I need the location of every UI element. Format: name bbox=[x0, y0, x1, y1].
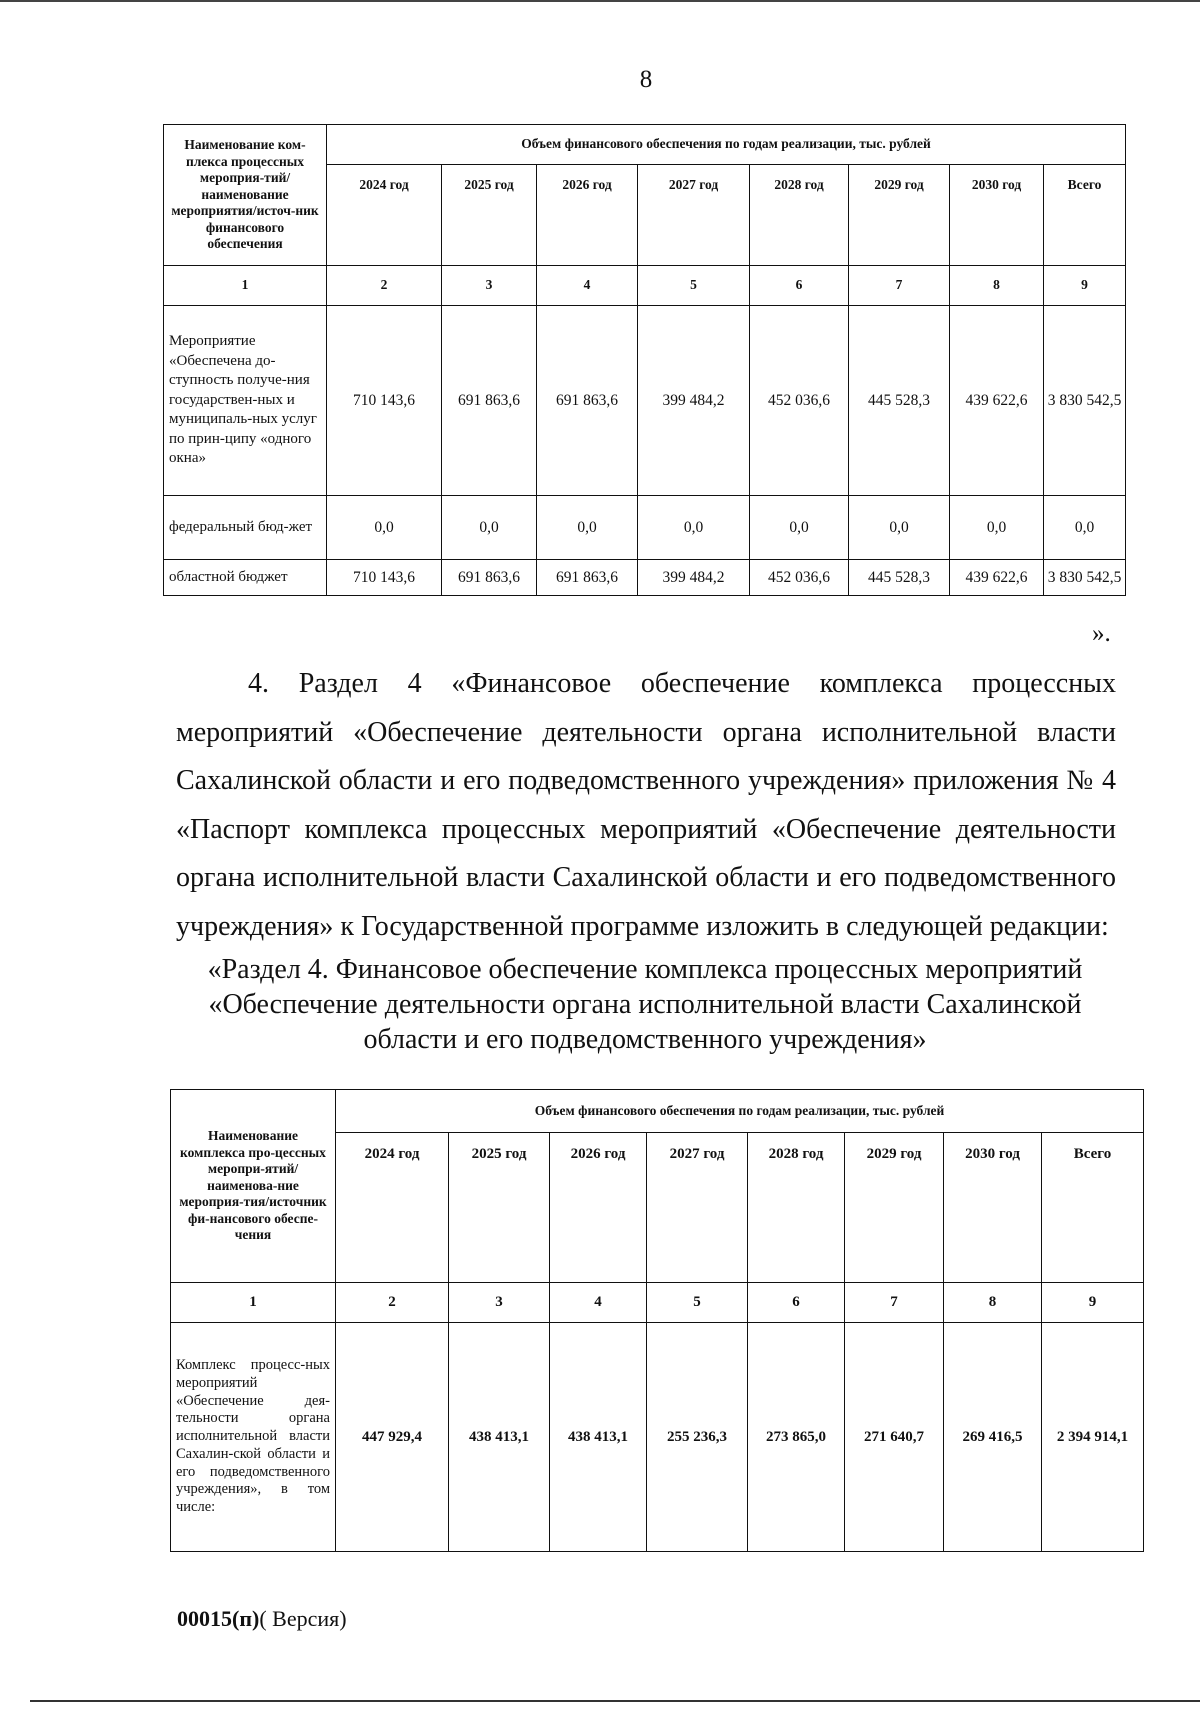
row-value: 273 865,0 bbox=[748, 1323, 845, 1552]
column-number: 8 bbox=[944, 1283, 1042, 1323]
column-number: 9 bbox=[1044, 266, 1126, 306]
column-number: 7 bbox=[845, 1283, 944, 1323]
column-number: 6 bbox=[748, 1283, 845, 1323]
total-header: Всего bbox=[1042, 1133, 1144, 1283]
table-row bbox=[171, 1323, 1144, 1552]
column-number: 1 bbox=[164, 266, 327, 306]
column-number: 1 bbox=[171, 1283, 336, 1323]
column-number: 4 bbox=[537, 266, 638, 306]
row-value: 447 929,4 bbox=[336, 1323, 449, 1552]
column-number: 4 bbox=[550, 1283, 647, 1323]
row-value: 691 863,6 bbox=[537, 306, 638, 496]
financing-table-1 bbox=[163, 124, 1126, 596]
column-number: 7 bbox=[849, 266, 950, 306]
row-value: 0,0 bbox=[849, 496, 950, 560]
row-value: 399 484,2 bbox=[638, 306, 750, 496]
row-value: 269 416,5 bbox=[944, 1323, 1042, 1552]
year-header: 2025 год bbox=[442, 165, 537, 266]
row-name: Комплекс процесс-ных мероприятий «Обеспечение дея-тельности органа исполнительной власти Сахалин-ской области и его подведомственного учреждения», в том числе: bbox=[171, 1323, 336, 1552]
page-number: 8 bbox=[639, 66, 653, 93]
row-value: 0,0 bbox=[537, 496, 638, 560]
row-value: 691 863,6 bbox=[442, 560, 537, 596]
year-header: 2030 год bbox=[944, 1133, 1042, 1283]
year-header: 2029 год bbox=[845, 1133, 944, 1283]
year-header: 2030 год bbox=[950, 165, 1044, 266]
row-value: 255 236,3 bbox=[647, 1323, 748, 1552]
section-title-line: «Обеспечение деятельности органа исполнительной власти Сахалинской bbox=[208, 989, 1082, 1020]
section-title-line: «Раздел 4. Финансовое обеспечение комплекса процессных мероприятий bbox=[207, 954, 1083, 985]
row-value: 0,0 bbox=[1044, 496, 1126, 560]
financing-table-2 bbox=[170, 1089, 1144, 1552]
row-value: 452 036,6 bbox=[750, 306, 849, 496]
year-header: 2026 год bbox=[537, 165, 638, 266]
document-code-number: 00015(п) bbox=[177, 1606, 260, 1631]
column-number: 3 bbox=[449, 1283, 550, 1323]
row-value: 452 036,6 bbox=[750, 560, 849, 596]
row-value: 439 622,6 bbox=[950, 306, 1044, 496]
column-number: 9 bbox=[1042, 1283, 1144, 1323]
row-value: 710 143,6 bbox=[327, 306, 442, 496]
row-value: 3 830 542,5 bbox=[1044, 560, 1126, 596]
amendment-paragraph bbox=[176, 660, 1116, 951]
year-header: 2024 год bbox=[336, 1133, 449, 1283]
column-number: 8 bbox=[950, 266, 1044, 306]
row-value: 0,0 bbox=[638, 496, 750, 560]
table-row bbox=[164, 560, 1126, 596]
column-number: 5 bbox=[647, 1283, 748, 1323]
document-version: ( Версия) bbox=[259, 1606, 347, 1631]
row-value: 438 413,1 bbox=[449, 1323, 550, 1552]
closing-quote: ». bbox=[1092, 620, 1111, 647]
scan-edge-top bbox=[0, 0, 1200, 2]
column-number: 3 bbox=[442, 266, 537, 306]
row-name: областной бюджет bbox=[164, 560, 327, 596]
row-value: 2 394 914,1 bbox=[1042, 1323, 1144, 1552]
volume-header: Объем финансового обеспечения по годам реализации, тыс. рублей bbox=[336, 1090, 1144, 1133]
paragraph-line: учреждения» к Государственной программе изложить в следующей редакции: bbox=[176, 910, 1109, 942]
year-header: 2027 год bbox=[638, 165, 750, 266]
year-header: 2026 год bbox=[550, 1133, 647, 1283]
row-value: 0,0 bbox=[327, 496, 442, 560]
row-name: федеральный бюд-жет bbox=[164, 496, 327, 560]
year-header: 2025 год bbox=[449, 1133, 550, 1283]
row-value: 438 413,1 bbox=[550, 1323, 647, 1552]
column-number: 2 bbox=[336, 1283, 449, 1323]
total-header: Всего bbox=[1044, 165, 1126, 266]
row-value: 710 143,6 bbox=[327, 560, 442, 596]
row-value: 3 830 542,5 bbox=[1044, 306, 1126, 496]
row-value: 0,0 bbox=[442, 496, 537, 560]
volume-header: Объем финансового обеспечения по годам реализации, тыс. рублей bbox=[327, 125, 1126, 165]
year-header: 2028 год bbox=[750, 165, 849, 266]
year-header: 2027 год bbox=[647, 1133, 748, 1283]
table-row bbox=[164, 306, 1126, 496]
row-value: 399 484,2 bbox=[638, 560, 750, 596]
paragraph-line: органа исполнительной власти Сахалинской области и его подведомственного bbox=[176, 862, 1116, 893]
paragraph-line: Сахалинской области и его подведомственного учреждения» приложения № 4 bbox=[176, 765, 1116, 796]
row-value: 439 622,6 bbox=[950, 560, 1044, 596]
row-value: 445 528,3 bbox=[849, 306, 950, 496]
row-value: 691 863,6 bbox=[442, 306, 537, 496]
row-name: Мероприятие «Обеспечена до-ступность получе-ния государствен-ных и муниципаль-ных услуг по прин-ципу «одного окна» bbox=[164, 306, 327, 496]
column-number: 5 bbox=[638, 266, 750, 306]
column-number: 6 bbox=[750, 266, 849, 306]
table-row bbox=[164, 496, 1126, 560]
name-column-header: Наименование ком-плекса процессных мероприя-тий/наименование мероприятия/источ-ник финансового обеспечения bbox=[164, 125, 327, 266]
section-title-line: области и его подведомственного учреждения» bbox=[363, 1024, 927, 1055]
row-value: 691 863,6 bbox=[537, 560, 638, 596]
year-header: 2028 год bbox=[748, 1133, 845, 1283]
year-header: 2024 год bbox=[327, 165, 442, 266]
document-code bbox=[177, 1606, 347, 1632]
row-value: 271 640,7 bbox=[845, 1323, 944, 1552]
section-title bbox=[150, 952, 1140, 1057]
paragraph-line: мероприятий «Обеспечение деятельности органа исполнительной власти bbox=[176, 716, 1116, 748]
paragraph-line: 4. Раздел 4 «Финансовое обеспечение комплекса процессных bbox=[248, 668, 1116, 699]
row-value: 445 528,3 bbox=[849, 560, 950, 596]
name-column-header: Наименование комплекса про-цессных меропри-ятий/наименова-ние мероприя-тия/источник фи-нансового обеспе-чения bbox=[171, 1090, 336, 1283]
year-header: 2029 год bbox=[849, 165, 950, 266]
row-value: 0,0 bbox=[750, 496, 849, 560]
column-number: 2 bbox=[327, 266, 442, 306]
scan-edge-bottom bbox=[30, 1700, 1200, 1702]
paragraph-line: «Паспорт комплекса процессных мероприятий «Обеспечение деятельности bbox=[176, 813, 1116, 845]
row-value: 0,0 bbox=[950, 496, 1044, 560]
